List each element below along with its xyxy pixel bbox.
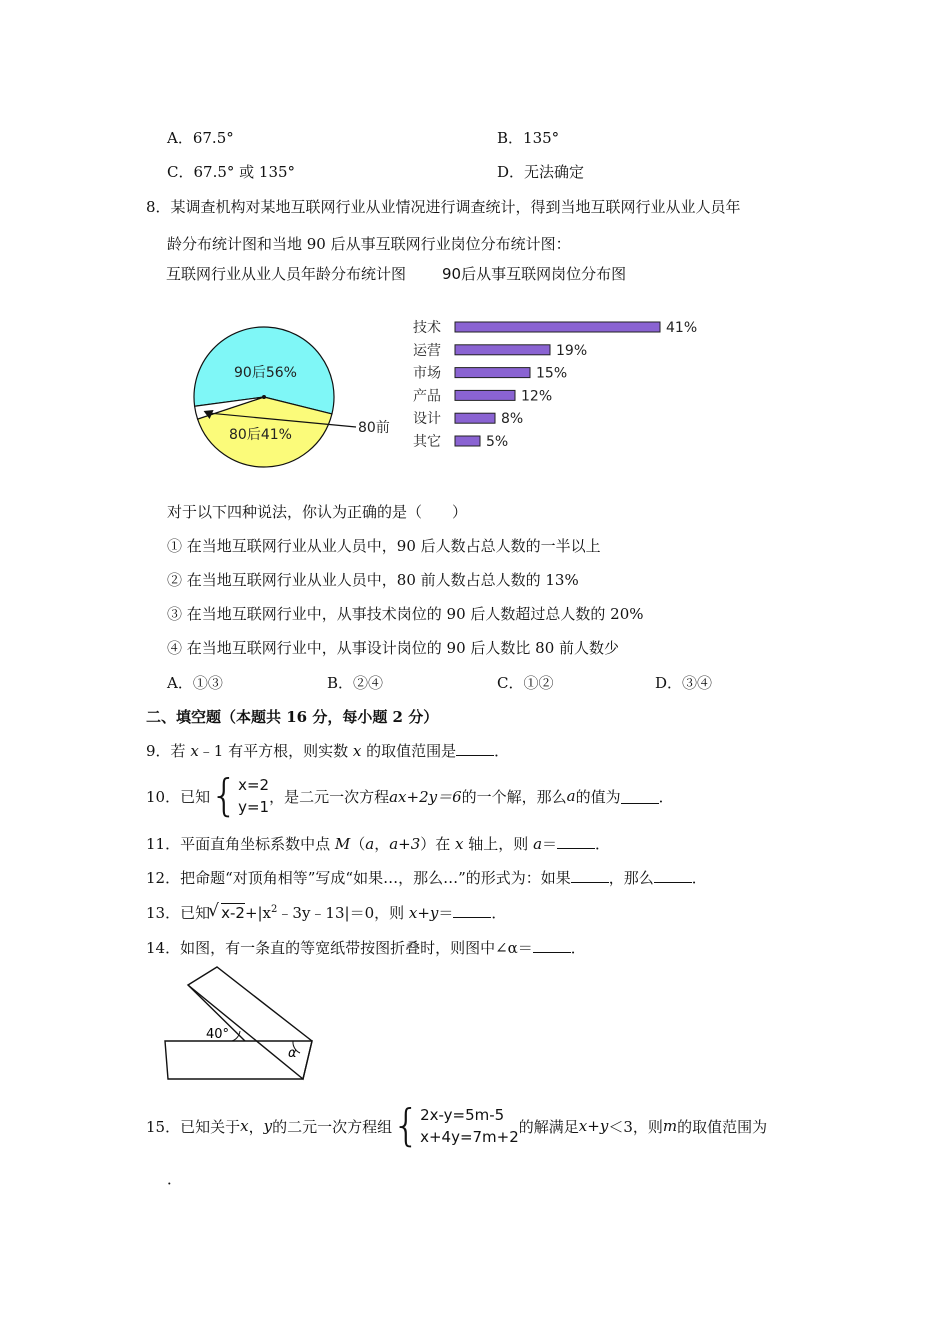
bar-3 bbox=[455, 390, 515, 400]
q8-question: 对于以下四种说法，你认为正确的是（ ） bbox=[167, 503, 468, 521]
q8-statement-3: ③ 在当地互联网行业中，从事技术岗位的 90 后人数超过总人数的 20% bbox=[167, 605, 644, 623]
q8-statement-1: ① 在当地互联网行业从业人员中，90 后人数占总人数的一半以上 bbox=[167, 537, 601, 555]
bar-category-label-3: 产品 bbox=[413, 388, 441, 405]
q8-stem-line1: 8．某调查机构对某地互联网行业从业情况进行调查统计，得到当地互联网行业从业人员年 bbox=[146, 198, 741, 216]
q10: 10．已知 { x=2 y=1 ，是二元一次方程 ax+2y＝6 的一个解，那么 a 的值为 ． bbox=[146, 770, 674, 821]
q7-option-b: B．135° bbox=[497, 129, 560, 147]
pie-label-80-before: 80前 bbox=[358, 420, 390, 436]
q8-stem-line2: 龄分布统计图和当地 90 后从事互联网行业岗位分布统计图： bbox=[167, 235, 571, 253]
q13-answer-blank[interactable] bbox=[453, 903, 491, 918]
pie-label-80s: 80后41% bbox=[229, 427, 292, 443]
bar-value-label-3: 12% bbox=[521, 388, 553, 405]
sqrt-sign: √ x-2 bbox=[210, 904, 245, 922]
bar-4 bbox=[455, 413, 495, 423]
q14-answer-blank[interactable] bbox=[533, 938, 571, 953]
q15-system: 2x-y=5m-5 x+4y=7m+2 bbox=[420, 1106, 519, 1146]
bar-1 bbox=[455, 345, 550, 355]
bar-chart bbox=[413, 319, 697, 450]
bar-category-label-4: 设计 bbox=[413, 411, 441, 428]
q7-option-a: A．67.5° bbox=[167, 129, 234, 147]
bar-category-label-2: 市场 bbox=[413, 365, 441, 382]
q8-option-c: C．①② bbox=[497, 674, 554, 692]
bar-0 bbox=[455, 322, 660, 332]
q12-blank-then[interactable] bbox=[654, 868, 692, 883]
q10-brace: { bbox=[210, 770, 239, 821]
q11-answer-blank[interactable] bbox=[557, 834, 595, 849]
bar-value-label-0: 41% bbox=[666, 320, 698, 336]
q15: 15．已知关于 x ， y 的二元一次方程组 { 2x-y=5m-5 x+4y=7m+2 的解满足 x+y ＜3，则 m 的取值范围为 bbox=[146, 1100, 768, 1151]
section2-heading: 二、填空题（本题共 16 分，每小题 2 分） bbox=[146, 708, 439, 726]
q8-option-a: A．①③ bbox=[167, 674, 223, 692]
q10-system: x=2 y=1 bbox=[238, 776, 270, 816]
q9: 9．若 x﹣1 有平方根，则实数 x 的取值范围是 ． bbox=[146, 742, 510, 760]
q9-answer-blank[interactable] bbox=[456, 741, 494, 756]
bar-2 bbox=[455, 368, 530, 378]
q7-option-d: D．无法确定 bbox=[497, 163, 585, 181]
q8-option-d: D．③④ bbox=[655, 674, 713, 692]
q8-statement-2: ② 在当地互联网行业从业人员中，80 前人数占总人数的 13% bbox=[167, 571, 579, 589]
q8-statement-4: ④ 在当地互联网行业中，从事设计岗位的 90 后人数比 80 前人数少 bbox=[167, 639, 620, 657]
q12: 12．把命题“对顶角相等”写成“如果…，那么…”的形式为：如果 ，那么 ． bbox=[146, 869, 707, 887]
pie-label-90s: 90后56% bbox=[234, 365, 297, 381]
bar-value-label-4: 8% bbox=[501, 411, 524, 428]
bar-5 bbox=[455, 436, 480, 446]
bar-value-label-2: 15% bbox=[536, 365, 568, 382]
charts-figure bbox=[180, 300, 720, 480]
q14: 14．如图，有一条直的等宽纸带按图折叠时，则图中∠α＝ ． bbox=[146, 939, 586, 957]
bar-category-label-0: 技术 bbox=[413, 320, 441, 336]
q11: 11．平面直角坐标系数中点 M（a，a+3）在 x 轴上，则 a＝ ． bbox=[146, 835, 611, 853]
q12-blank-if[interactable] bbox=[571, 868, 609, 883]
angle-40-label: 40° bbox=[206, 1027, 230, 1042]
q15-tail: ． bbox=[167, 1170, 183, 1188]
q14-folded-strip-figure bbox=[160, 965, 320, 1085]
q7-option-c: C．67.5° 或 135° bbox=[167, 163, 296, 181]
bar-value-label-1: 19% bbox=[556, 342, 588, 359]
bar-category-label-5: 其它 bbox=[413, 434, 441, 450]
q10-answer-blank[interactable] bbox=[621, 789, 659, 804]
bar-category-label-1: 运营 bbox=[413, 342, 441, 359]
pie-chart bbox=[194, 327, 390, 467]
q15-brace: { bbox=[392, 1100, 421, 1151]
bar-value-label-5: 5% bbox=[486, 434, 509, 450]
bar-chart-title: 90后从事互联网岗位分布图 bbox=[442, 265, 627, 283]
q13: 13．已知√ $x-2+|x^2﹣3y﹣13|=0$，则 x+y＝ ． bbox=[146, 902, 506, 923]
q8-option-b: B．②④ bbox=[327, 674, 384, 692]
pie-chart-title: 互联网行业从业人员年龄分布统计图 bbox=[166, 265, 407, 283]
alpha-label: α bbox=[288, 1046, 297, 1061]
